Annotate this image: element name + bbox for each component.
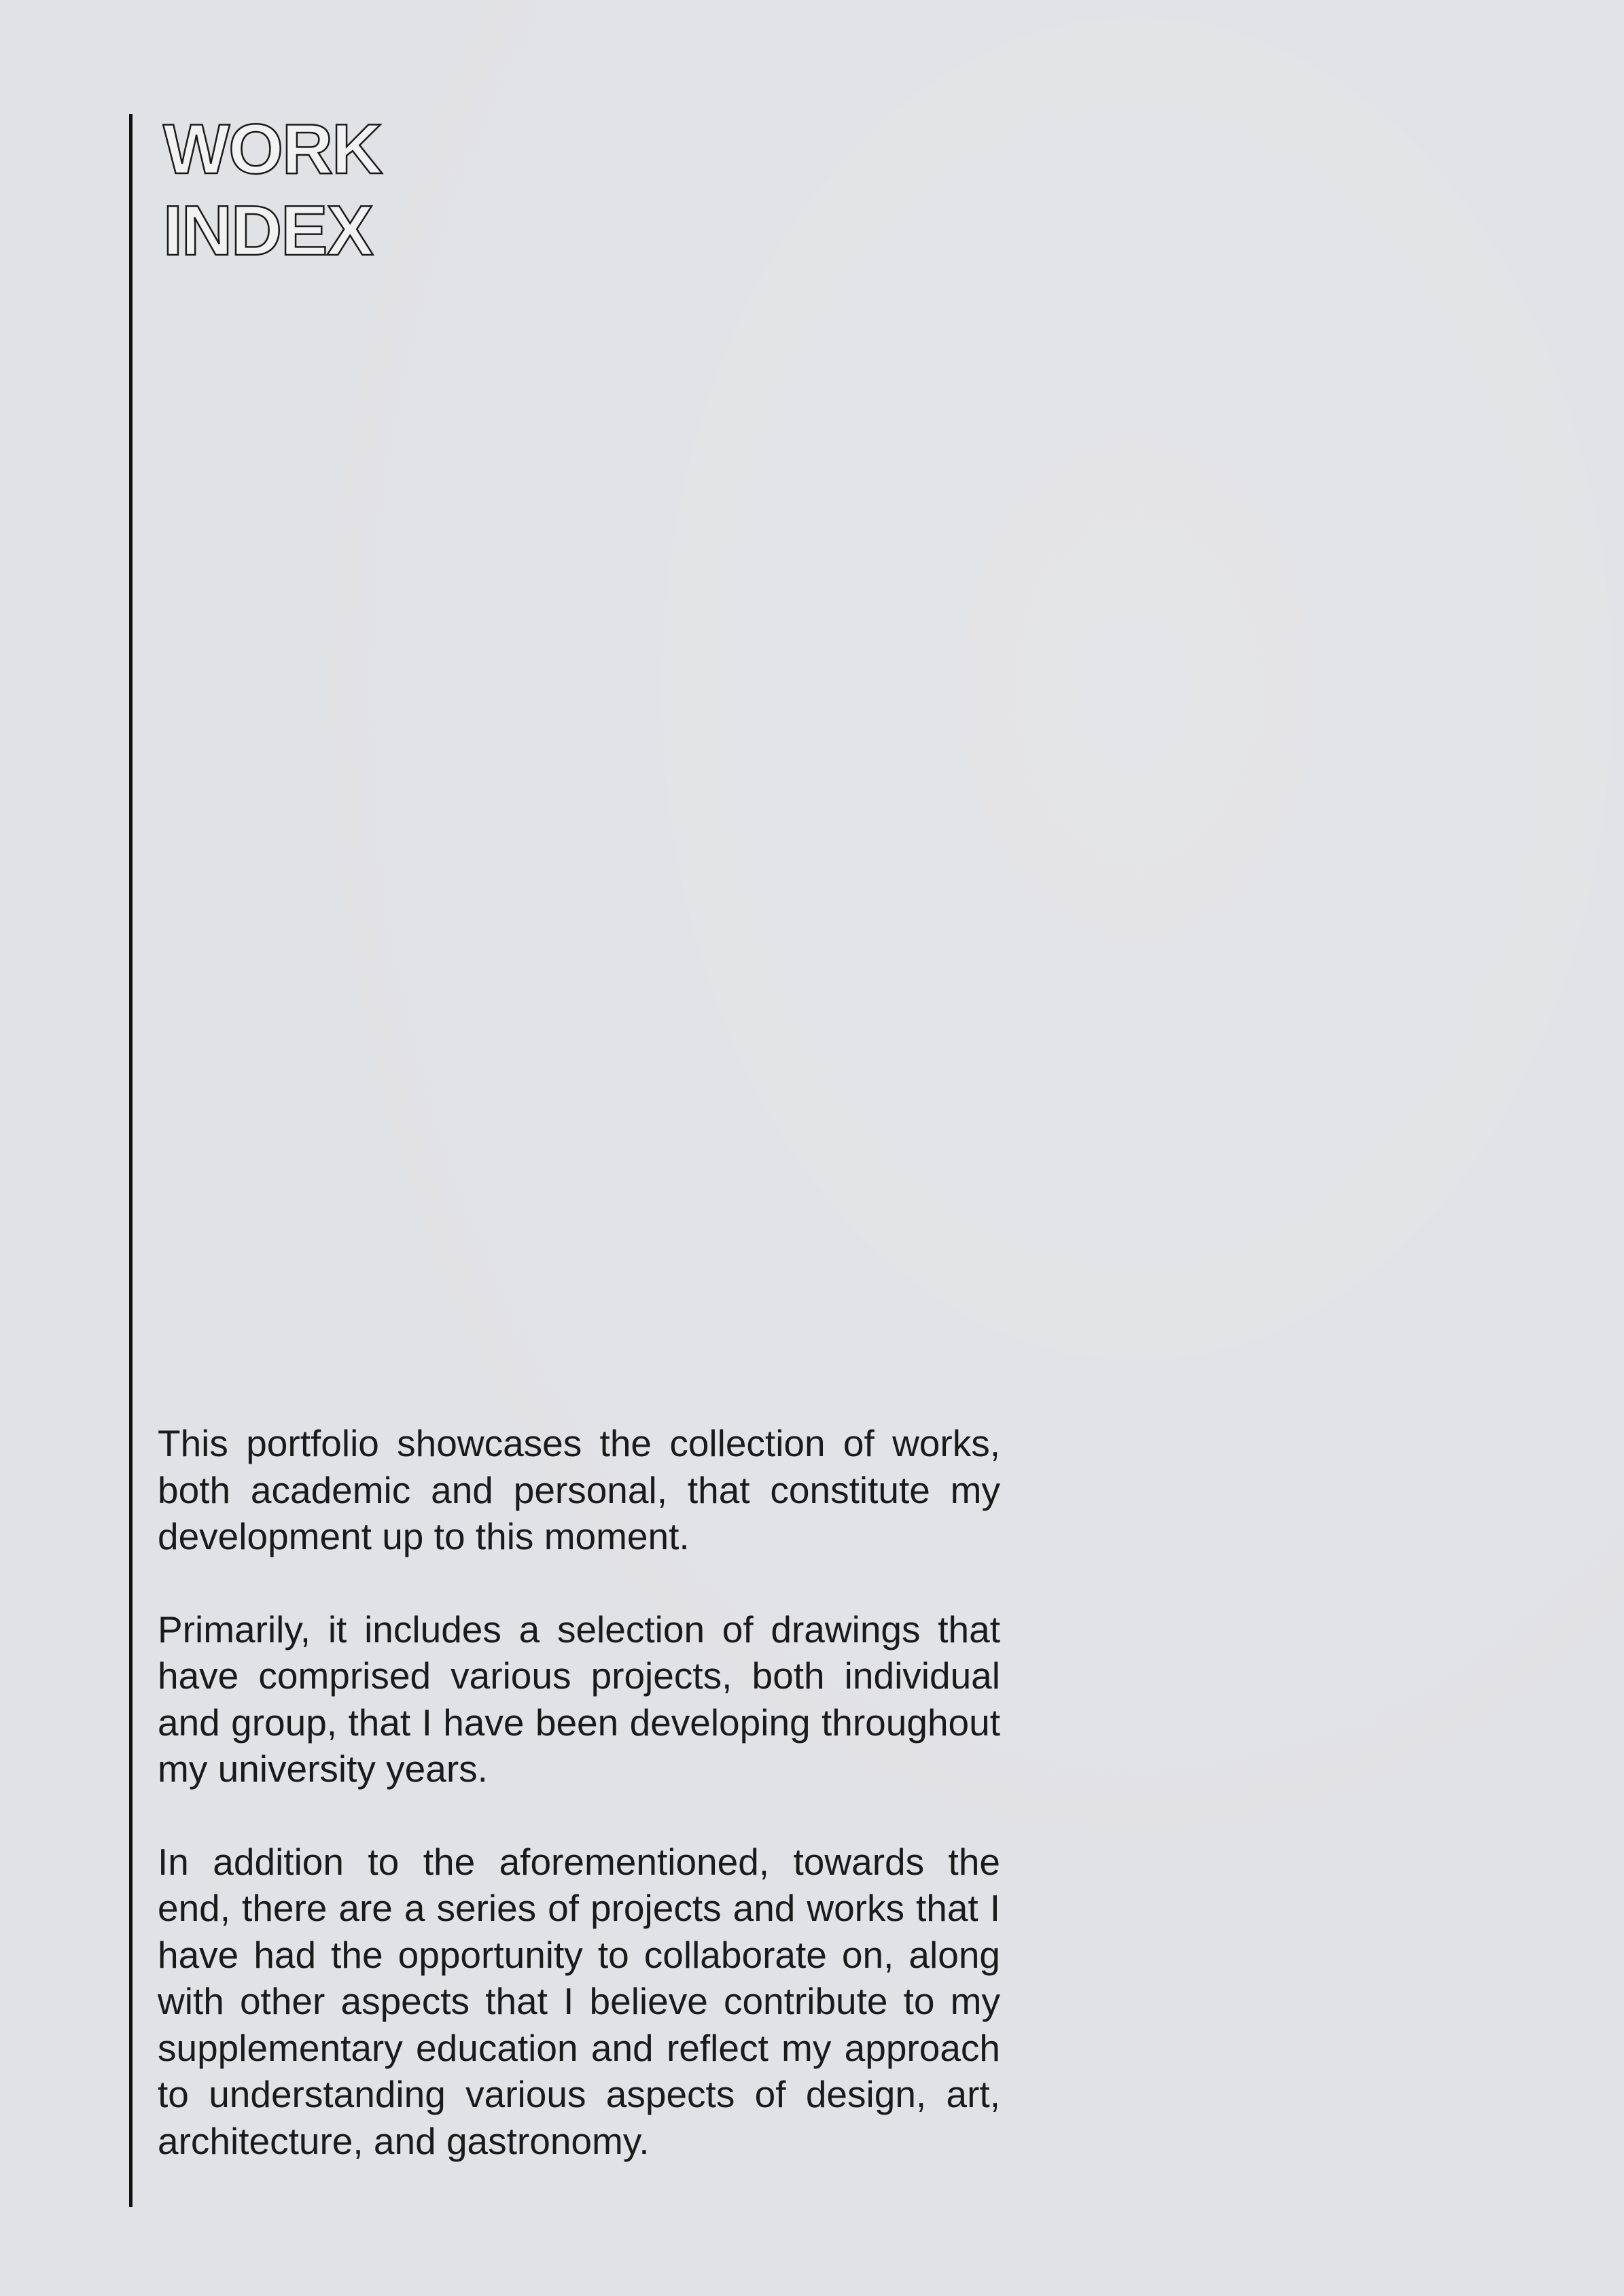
title-line-work: WORK — [163, 110, 382, 189]
page-title — [163, 109, 381, 272]
intro-text-block — [158, 1420, 1000, 2164]
vertical-rule — [129, 114, 133, 2207]
intro-paragraph-2: Primarily, it includes a selection of drawings that have comprised various projects, both individual and group, that I have been developing throughout my university years. — [158, 1608, 1000, 1790]
intro-paragraph-1: This portfolio showcases the collection of works, both academic and personal, that constitute my development up to this moment. — [158, 1422, 1000, 1557]
title-line-index: INDEX — [163, 192, 372, 270]
intro-paragraph-3: In addition to the aforementioned, towards the end, there are a series of projects and works that I have had the opportunity to collaborate on, along with other aspects that I believe contribute to my supplementary education and reflect my approach to understanding various aspects of design, art, architecture, and gastronomy. — [158, 1840, 1000, 2162]
